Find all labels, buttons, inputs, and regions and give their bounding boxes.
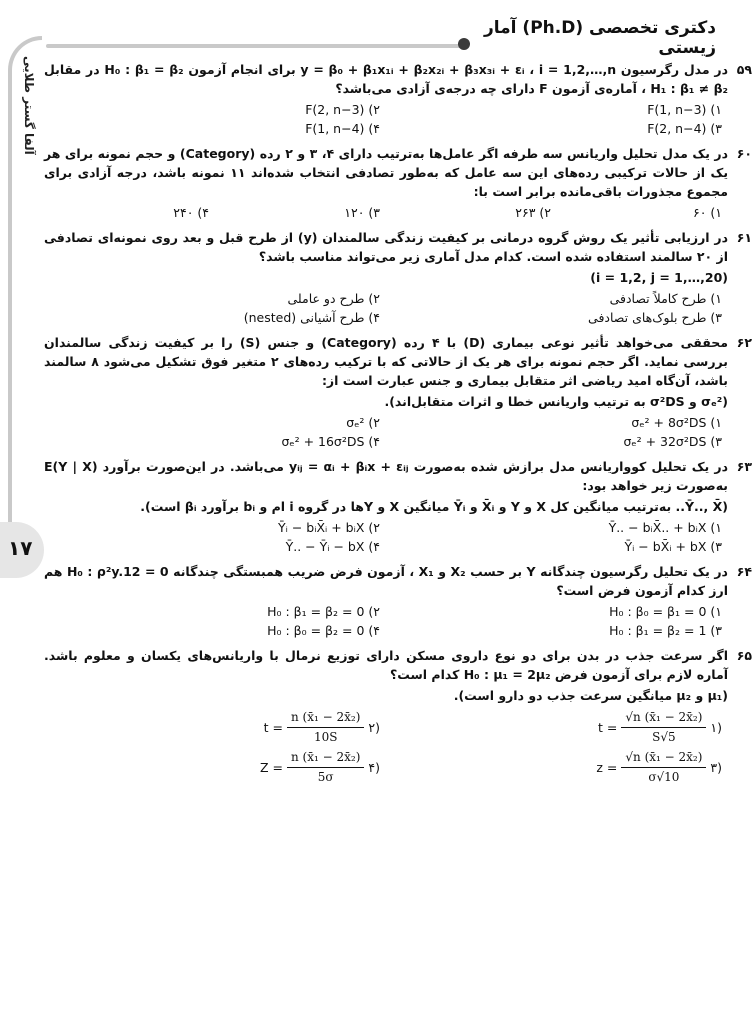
option-3[interactable] bbox=[386, 747, 728, 787]
option-4[interactable]: ۴) F(1, n−4) bbox=[305, 121, 380, 136]
fraction bbox=[621, 748, 706, 787]
option-4[interactable]: ۴) H₀ : β₀ = β₂ = 0 bbox=[267, 623, 380, 638]
question-number: ۵۹ bbox=[736, 62, 752, 77]
option-2[interactable]: ۲) H₀ : β₁ = β₂ = 0 bbox=[267, 604, 380, 619]
option-2[interactable]: ۲) σₑ² bbox=[346, 415, 380, 430]
option-2[interactable]: ۲) F(2, n−3) bbox=[305, 102, 380, 117]
question-61 bbox=[44, 228, 752, 327]
question-text: در مدل رگرسیون y = β₀ + β₁x₁ᵢ + β₂x₂ᵢ + β₃x₃ᵢ + εᵢ ، i = 1,2,…,n برای انجام آزمون H₀ : β₁ = β₂ در مقابل H₁ : β₁ ≠ β₂ ، آماره‌ی آزمون F دارای چه درجه‌ی آزادی می‌باشد؟ bbox=[44, 62, 728, 96]
question-63 bbox=[44, 457, 752, 556]
option-4[interactable]: ۴) Ȳ.. − Ȳᵢ − bX bbox=[285, 539, 380, 554]
denominator: 10S bbox=[313, 729, 338, 744]
question-number: ۶۳ bbox=[736, 459, 752, 474]
option-1[interactable]: ۱) F(1, n−3) bbox=[647, 102, 722, 117]
question-note: (Ȳ.., X̄.. به‌ترتیب میانگین کل X و Y و X̄ᵢ و Ȳᵢ میانگین X و Yها در گروه i ام و bᵢ برآورد βᵢ است). bbox=[140, 499, 728, 514]
header-bullet bbox=[458, 38, 470, 50]
question-text: محققی می‌خواهد تأثیر نوعی بیماری (D) با ۴ رده (Category) و جنس (S) را بر کیفیت زندگی سالمندان بررسی نماید. اگر حجم نمونه برای هر یک از حالاتی که با ترکیب رده‌های ۲ متغیر فوق تشکیل می‌شود ۸ سالمند باشد، آن‌گاه امید ریاضی اثر متقابل بیماری و جنس عبارت است از: bbox=[44, 335, 728, 388]
page-title: دکتری تخصصی (Ph.D) آمار زیستی bbox=[483, 18, 716, 58]
option-4[interactable]: ۴) طرح آشیانی (nested) bbox=[243, 310, 380, 325]
fraction bbox=[621, 708, 706, 747]
question-note: (μ₁ و μ₂ میانگین سرعت جذب دو دارو است). bbox=[453, 688, 728, 703]
publisher-logo-text: آلفا گستر طلایی bbox=[22, 56, 36, 155]
option-3[interactable]: ۳) Ȳᵢ − bX̄ᵢ + bX bbox=[624, 539, 722, 554]
denominator: σ√10 bbox=[648, 769, 680, 784]
question-65 bbox=[44, 646, 752, 787]
option-2[interactable]: ۲) Ȳᵢ − bᵢX̄ᵢ + bᵢX bbox=[278, 520, 380, 535]
option-3[interactable]: ۳) ۱۲۰ bbox=[344, 205, 380, 220]
numerator: √n (x̄₁ − 2x̄₂) bbox=[621, 748, 706, 768]
question-number: ۶۱ bbox=[736, 230, 752, 245]
formula-lhs: z = bbox=[596, 759, 618, 775]
option-3[interactable]: ۳) طرح بلوک‌های تصادفی bbox=[588, 310, 722, 325]
header-rule bbox=[46, 44, 466, 48]
question-text: در یک تحلیل کوواریانس مدل برازش شده به‌صورت yᵢⱼ = αᵢ + βᵢx + εᵢⱼ می‌باشد. در این‌صورت برآورد E(Y | X) به‌صورت زیر خواهد بود: bbox=[44, 459, 728, 493]
option-2[interactable] bbox=[44, 707, 386, 747]
numerator: n (x̄₁ − 2x̄₂) bbox=[287, 748, 364, 768]
question-number: ۶۰ bbox=[736, 146, 752, 161]
option-label: ۳) bbox=[710, 759, 722, 775]
option-2[interactable]: ۲) طرح دو عاملی bbox=[287, 291, 380, 306]
option-1[interactable] bbox=[386, 707, 728, 747]
question-number: ۶۴ bbox=[736, 564, 752, 579]
option-4[interactable]: ۴) ۲۴۰ bbox=[173, 205, 209, 220]
option-2[interactable]: ۲) ۲۶۳ bbox=[515, 205, 551, 220]
numerator: n (x̄₁ − 2x̄₂) bbox=[287, 708, 364, 728]
formula-lhs: t = bbox=[263, 719, 284, 735]
option-1[interactable]: ۱) H₀ : β₀ = β₁ = 0 bbox=[609, 604, 722, 619]
denominator: 5σ bbox=[317, 769, 334, 784]
option-1[interactable]: ۱) σₑ² + 8σ²DS bbox=[631, 415, 722, 430]
question-text: اگر سرعت جذب در بدن برای دو نوع داروی مسکن دارای توزیع نرمال با واریانس‌های یکسان و معلوم باشد. آماره لازم برای آزمون فرض H₀ : μ₁ = 2μ₂ کدام است؟ bbox=[44, 648, 728, 682]
denominator: S√5 bbox=[652, 729, 676, 744]
option-4[interactable] bbox=[44, 747, 386, 787]
numerator: √n (x̄₁ − 2x̄₂) bbox=[621, 708, 706, 728]
fraction bbox=[287, 748, 364, 787]
fraction bbox=[287, 708, 364, 747]
question-62 bbox=[44, 333, 752, 451]
page-number: ۱۷ bbox=[8, 536, 33, 560]
option-label: ۱) bbox=[710, 719, 722, 735]
question-note: (σₑ² و σ²DS به ترتیب واریانس خطا و اثرات متقابل‌اند). bbox=[384, 394, 728, 409]
question-text: در یک مدل تحلیل واریانس سه طرفه اگر عامل‌ها به‌ترتیب دارای ۴، ۳ و ۲ رده (Category) و حجم نمونه برای هر یک از حالات ترکیبی رده‌های این سه عامل که به‌طور تصادفی انتخاب شده‌اند ۱۱ نمونه باشد، درجه آزادی برای مجموع مجذورات باقی‌مانده برابر است با: bbox=[44, 146, 729, 199]
option-3[interactable]: ۳) F(2, n−4) bbox=[647, 121, 722, 136]
question-text: در یک تحلیل رگرسیون چندگانه Y بر حسب X₂ و X₁ ، آزمون فرض ضریب همبستگی چندگانه H₀ : ρ²y.12 = 0 هم ارز کدام آزمون فرض است؟ bbox=[44, 564, 728, 598]
header bbox=[0, 8, 753, 58]
question-number: ۶۵ bbox=[736, 648, 752, 663]
option-4[interactable]: ۴) σₑ² + 16σ²DS bbox=[281, 434, 380, 449]
question-text: در ارزیابی تأثیر یک روش گروه درمانی بر کیفیت زندگی سالمندان (y) از طرح قبل و بعد روی نمونه‌ای تصادفی از ۲۰ سالمند استفاده شده است. کدام مدل آماری زیر می‌تواند مناسب باشد؟ bbox=[44, 230, 728, 264]
option-1[interactable]: ۱) Ȳ.. − bᵢX̄.. + bᵢX bbox=[608, 520, 722, 535]
option-3[interactable]: ۳) H₀ : β₁ = β₂ = 1 bbox=[609, 623, 722, 638]
question-note: (i = 1,2, j = 1,…,20) bbox=[590, 270, 728, 285]
question-64 bbox=[44, 562, 752, 640]
question-59 bbox=[44, 60, 752, 138]
formula-lhs: t = bbox=[598, 719, 618, 735]
option-1[interactable]: ۱) طرح کاملاً تصادفی bbox=[609, 291, 722, 306]
option-1[interactable]: ۱) ۶۰ bbox=[692, 205, 722, 220]
question-60 bbox=[44, 144, 752, 222]
option-label: ۴) bbox=[368, 759, 380, 775]
question-number: ۶۲ bbox=[736, 335, 752, 350]
formula-lhs: Z = bbox=[260, 759, 284, 775]
option-label: ۲) bbox=[368, 719, 380, 735]
questions-area bbox=[44, 60, 752, 793]
option-3[interactable]: ۳) σₑ² + 32σ²DS bbox=[623, 434, 722, 449]
